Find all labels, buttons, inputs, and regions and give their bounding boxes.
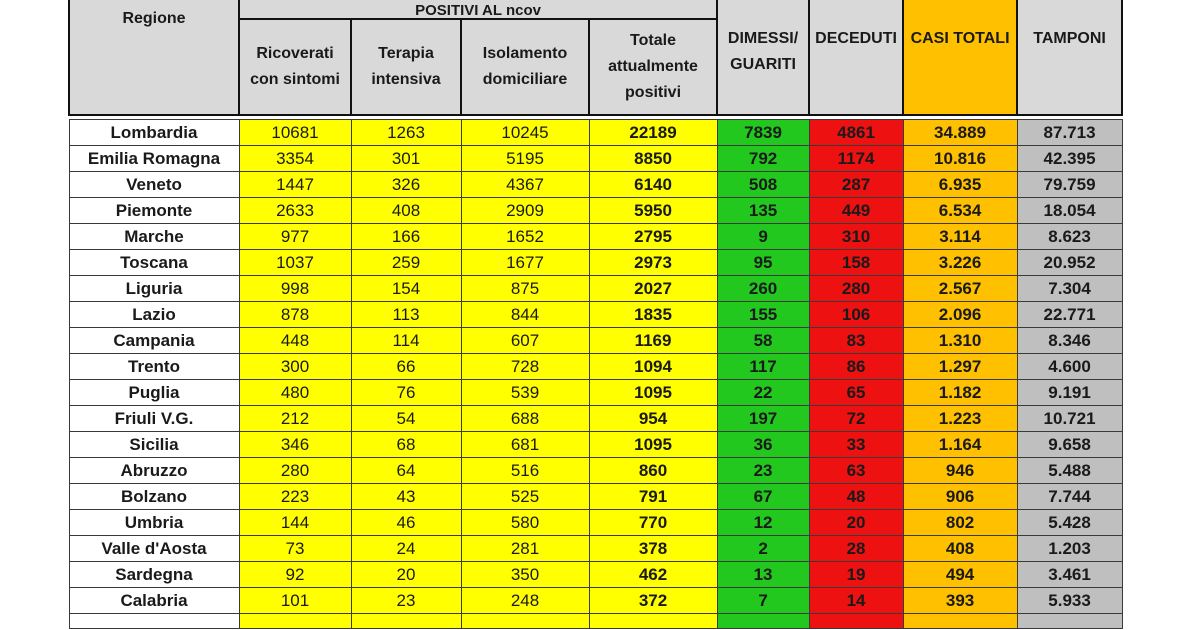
table-row bbox=[69, 120, 1122, 146]
table-row bbox=[69, 536, 1122, 562]
cell-tamponi: 5.428 bbox=[1017, 510, 1122, 536]
cell-isolamento: 1652 bbox=[461, 224, 589, 250]
cell-isolamento: 10245 bbox=[461, 120, 589, 146]
cell-ricoverati: 3354 bbox=[239, 146, 351, 172]
cell-ricoverati: 878 bbox=[239, 302, 351, 328]
cell-isolamento: 1677 bbox=[461, 250, 589, 276]
cell-casi-totali: 6.534 bbox=[903, 198, 1017, 224]
table-row bbox=[69, 458, 1122, 484]
cell-deceduti: 63 bbox=[809, 458, 903, 484]
header-isolamento: Isolamento domiciliare bbox=[461, 19, 589, 115]
cell-ricoverati: 212 bbox=[239, 406, 351, 432]
cell-isolamento: 607 bbox=[461, 328, 589, 354]
cell-tamponi: 7.744 bbox=[1017, 484, 1122, 510]
cell-totale-positivi: 1094 bbox=[589, 354, 717, 380]
cell-totale-positivi: 1835 bbox=[589, 302, 717, 328]
cell-casi-totali: 1.164 bbox=[903, 432, 1017, 458]
cell-terapia-intensiva: 154 bbox=[351, 276, 461, 302]
table-row bbox=[69, 354, 1122, 380]
cell-isolamento: 248 bbox=[461, 588, 589, 614]
cell-dimessi-guariti: 7 bbox=[717, 588, 809, 614]
header-dimessi-guariti: DIMESSI/ GUARITI bbox=[717, 0, 809, 115]
cell-isolamento: 4367 bbox=[461, 172, 589, 198]
cell-deceduti: 1174 bbox=[809, 146, 903, 172]
cell-regione: Sicilia bbox=[69, 432, 239, 458]
cell-deceduti: 449 bbox=[809, 198, 903, 224]
cell-ricoverati: 998 bbox=[239, 276, 351, 302]
cell-dimessi-guariti: 155 bbox=[717, 302, 809, 328]
cell-terapia-intensiva: 301 bbox=[351, 146, 461, 172]
cell-dimessi-guariti: 197 bbox=[717, 406, 809, 432]
covid-regional-table-sheet bbox=[68, 0, 1121, 629]
cell-casi-totali: 3.114 bbox=[903, 224, 1017, 250]
cell-dimessi-guariti: 67 bbox=[717, 484, 809, 510]
cell-tamponi: 20.952 bbox=[1017, 250, 1122, 276]
cell-casi-totali: 393 bbox=[903, 588, 1017, 614]
cell-isolamento: 5195 bbox=[461, 146, 589, 172]
cell-ricoverati: 977 bbox=[239, 224, 351, 250]
cell-tamponi: 7.304 bbox=[1017, 276, 1122, 302]
cell-casi-totali: 6.935 bbox=[903, 172, 1017, 198]
table-row bbox=[69, 510, 1122, 536]
cell-tamponi: 42.395 bbox=[1017, 146, 1122, 172]
cell-tamponi: 3.461 bbox=[1017, 562, 1122, 588]
cell-regione: Lazio bbox=[69, 302, 239, 328]
cell-casi-totali: 34.889 bbox=[903, 120, 1017, 146]
cell-deceduti: 83 bbox=[809, 328, 903, 354]
table-row bbox=[69, 172, 1122, 198]
cell-deceduti: 158 bbox=[809, 250, 903, 276]
cell-totale-positivi: 2973 bbox=[589, 250, 717, 276]
cell-regione: Bolzano bbox=[69, 484, 239, 510]
table-row bbox=[69, 276, 1122, 302]
cell-totale-positivi: 1095 bbox=[589, 432, 717, 458]
cell-dimessi-guariti: 117 bbox=[717, 354, 809, 380]
cell-totale-positivi: 954 bbox=[589, 406, 717, 432]
cell-terapia-intensiva: 166 bbox=[351, 224, 461, 250]
cell-deceduti: 19 bbox=[809, 562, 903, 588]
cell-isolamento: 516 bbox=[461, 458, 589, 484]
cell-terapia-intensiva: 408 bbox=[351, 198, 461, 224]
cell-deceduti: 280 bbox=[809, 276, 903, 302]
cell-totale-positivi: 8850 bbox=[589, 146, 717, 172]
cell-tamponi: 10.721 bbox=[1017, 406, 1122, 432]
cell-regione: Sardegna bbox=[69, 562, 239, 588]
cell-regione: Valle d'Aosta bbox=[69, 536, 239, 562]
cell-dimessi-guariti: 12 bbox=[717, 510, 809, 536]
cell-terapia-intensiva: 46 bbox=[351, 510, 461, 536]
cell-deceduti: 33 bbox=[809, 432, 903, 458]
cell-casi-totali: 802 bbox=[903, 510, 1017, 536]
cell-isolamento: 844 bbox=[461, 302, 589, 328]
cell-tamponi: 4.600 bbox=[1017, 354, 1122, 380]
cell-regione bbox=[69, 614, 239, 629]
cell-terapia-intensiva: 54 bbox=[351, 406, 461, 432]
cell-dimessi-guariti: 2 bbox=[717, 536, 809, 562]
table-row bbox=[69, 328, 1122, 354]
cell-terapia-intensiva: 20 bbox=[351, 562, 461, 588]
cell-isolamento: 875 bbox=[461, 276, 589, 302]
cell-tamponi: 5.488 bbox=[1017, 458, 1122, 484]
cell-terapia-intensiva: 76 bbox=[351, 380, 461, 406]
cell-isolamento: 580 bbox=[461, 510, 589, 536]
cell-ricoverati: 1447 bbox=[239, 172, 351, 198]
cell-dimessi-guariti: 58 bbox=[717, 328, 809, 354]
cell-dimessi-guariti: 9 bbox=[717, 224, 809, 250]
cell-regione: Puglia bbox=[69, 380, 239, 406]
cell-dimessi-guariti: 792 bbox=[717, 146, 809, 172]
cell-dimessi-guariti: 13 bbox=[717, 562, 809, 588]
cell-dimessi-guariti bbox=[717, 614, 809, 629]
cell-isolamento bbox=[461, 614, 589, 629]
table-row bbox=[69, 484, 1122, 510]
cell-dimessi-guariti: 95 bbox=[717, 250, 809, 276]
cell-tamponi: 79.759 bbox=[1017, 172, 1122, 198]
cell-ricoverati: 480 bbox=[239, 380, 351, 406]
cell-dimessi-guariti: 22 bbox=[717, 380, 809, 406]
cell-tamponi: 5.933 bbox=[1017, 588, 1122, 614]
cell-deceduti: 65 bbox=[809, 380, 903, 406]
cell-regione: Abruzzo bbox=[69, 458, 239, 484]
cell-isolamento: 681 bbox=[461, 432, 589, 458]
table-row bbox=[69, 432, 1122, 458]
header-casi-totali: CASI TOTALI bbox=[903, 0, 1017, 115]
cell-deceduti: 14 bbox=[809, 588, 903, 614]
cell-ricoverati: 280 bbox=[239, 458, 351, 484]
table-body bbox=[69, 120, 1122, 629]
cell-isolamento: 2909 bbox=[461, 198, 589, 224]
cell-totale-positivi: 462 bbox=[589, 562, 717, 588]
cell-regione: Umbria bbox=[69, 510, 239, 536]
cell-totale-positivi: 1169 bbox=[589, 328, 717, 354]
cell-casi-totali: 3.226 bbox=[903, 250, 1017, 276]
header-positivi-group: POSITIVI AL ncov bbox=[239, 0, 717, 19]
cell-tamponi: 8.346 bbox=[1017, 328, 1122, 354]
cell-regione: Veneto bbox=[69, 172, 239, 198]
cell-terapia-intensiva: 68 bbox=[351, 432, 461, 458]
cell-ricoverati: 92 bbox=[239, 562, 351, 588]
cell-terapia-intensiva: 259 bbox=[351, 250, 461, 276]
cell-isolamento: 525 bbox=[461, 484, 589, 510]
table-row bbox=[69, 406, 1122, 432]
regional-data-table bbox=[68, 0, 1123, 629]
cell-tamponi: 8.623 bbox=[1017, 224, 1122, 250]
cell-totale-positivi: 5950 bbox=[589, 198, 717, 224]
cell-totale-positivi: 791 bbox=[589, 484, 717, 510]
cell-terapia-intensiva: 1263 bbox=[351, 120, 461, 146]
cell-regione: Liguria bbox=[69, 276, 239, 302]
cell-deceduti: 86 bbox=[809, 354, 903, 380]
header-ricoverati: Ricoverati con sintomi bbox=[239, 19, 351, 115]
cell-regione: Trento bbox=[69, 354, 239, 380]
cell-casi-totali: 494 bbox=[903, 562, 1017, 588]
header-totale-positivi: Totale attualmente positivi bbox=[589, 19, 717, 115]
cell-tamponi: 9.191 bbox=[1017, 380, 1122, 406]
cell-tamponi: 18.054 bbox=[1017, 198, 1122, 224]
cell-deceduti bbox=[809, 614, 903, 629]
header-tamponi: TAMPONI bbox=[1017, 0, 1122, 115]
cell-isolamento: 688 bbox=[461, 406, 589, 432]
cell-regione: Friuli V.G. bbox=[69, 406, 239, 432]
cell-casi-totali: 1.223 bbox=[903, 406, 1017, 432]
cell-regione: Calabria bbox=[69, 588, 239, 614]
cell-deceduti: 106 bbox=[809, 302, 903, 328]
cell-casi-totali bbox=[903, 614, 1017, 629]
cell-ricoverati bbox=[239, 614, 351, 629]
cell-dimessi-guariti: 23 bbox=[717, 458, 809, 484]
table-row bbox=[69, 302, 1122, 328]
cell-dimessi-guariti: 135 bbox=[717, 198, 809, 224]
cell-regione: Emilia Romagna bbox=[69, 146, 239, 172]
cell-tamponi bbox=[1017, 614, 1122, 629]
cell-ricoverati: 1037 bbox=[239, 250, 351, 276]
cell-isolamento: 350 bbox=[461, 562, 589, 588]
cell-regione: Toscana bbox=[69, 250, 239, 276]
cell-casi-totali: 946 bbox=[903, 458, 1017, 484]
cell-deceduti: 310 bbox=[809, 224, 903, 250]
cell-deceduti: 48 bbox=[809, 484, 903, 510]
cell-terapia-intensiva bbox=[351, 614, 461, 629]
cell-terapia-intensiva: 64 bbox=[351, 458, 461, 484]
table-row bbox=[69, 380, 1122, 406]
header-terapia-intensiva: Terapia intensiva bbox=[351, 19, 461, 115]
cell-tamponi: 9.658 bbox=[1017, 432, 1122, 458]
cell-totale-positivi: 378 bbox=[589, 536, 717, 562]
cell-ricoverati: 346 bbox=[239, 432, 351, 458]
table-row bbox=[69, 250, 1122, 276]
cell-tamponi: 87.713 bbox=[1017, 120, 1122, 146]
header-deceduti: DECEDUTI bbox=[809, 0, 903, 115]
cell-isolamento: 728 bbox=[461, 354, 589, 380]
cell-ricoverati: 101 bbox=[239, 588, 351, 614]
cell-casi-totali: 906 bbox=[903, 484, 1017, 510]
cell-casi-totali: 1.310 bbox=[903, 328, 1017, 354]
table-row bbox=[69, 198, 1122, 224]
cell-casi-totali: 1.182 bbox=[903, 380, 1017, 406]
cell-totale-positivi: 770 bbox=[589, 510, 717, 536]
cell-deceduti: 28 bbox=[809, 536, 903, 562]
table-row bbox=[69, 224, 1122, 250]
header-regione: Regione bbox=[69, 0, 239, 115]
cell-dimessi-guariti: 36 bbox=[717, 432, 809, 458]
table-row bbox=[69, 588, 1122, 614]
table-row bbox=[69, 146, 1122, 172]
cell-casi-totali: 2.096 bbox=[903, 302, 1017, 328]
cell-totale-positivi: 2795 bbox=[589, 224, 717, 250]
cell-ricoverati: 2633 bbox=[239, 198, 351, 224]
cell-deceduti: 287 bbox=[809, 172, 903, 198]
cell-regione: Marche bbox=[69, 224, 239, 250]
cell-deceduti: 4861 bbox=[809, 120, 903, 146]
cell-casi-totali: 2.567 bbox=[903, 276, 1017, 302]
cell-totale-positivi: 1095 bbox=[589, 380, 717, 406]
cell-ricoverati: 300 bbox=[239, 354, 351, 380]
cell-terapia-intensiva: 113 bbox=[351, 302, 461, 328]
cell-terapia-intensiva: 24 bbox=[351, 536, 461, 562]
cell-casi-totali: 1.297 bbox=[903, 354, 1017, 380]
cell-totale-positivi: 860 bbox=[589, 458, 717, 484]
table-row bbox=[69, 562, 1122, 588]
cell-isolamento: 539 bbox=[461, 380, 589, 406]
cell-ricoverati: 73 bbox=[239, 536, 351, 562]
cell-totale-positivi: 22189 bbox=[589, 120, 717, 146]
cell-ricoverati: 144 bbox=[239, 510, 351, 536]
cell-totale-positivi: 6140 bbox=[589, 172, 717, 198]
cell-tamponi: 1.203 bbox=[1017, 536, 1122, 562]
cell-ricoverati: 448 bbox=[239, 328, 351, 354]
cell-totale-positivi bbox=[589, 614, 717, 629]
cell-casi-totali: 10.816 bbox=[903, 146, 1017, 172]
cell-dimessi-guariti: 7839 bbox=[717, 120, 809, 146]
cell-terapia-intensiva: 66 bbox=[351, 354, 461, 380]
cell-regione: Campania bbox=[69, 328, 239, 354]
cell-deceduti: 72 bbox=[809, 406, 903, 432]
cell-terapia-intensiva: 23 bbox=[351, 588, 461, 614]
cell-deceduti: 20 bbox=[809, 510, 903, 536]
cell-totale-positivi: 2027 bbox=[589, 276, 717, 302]
cell-ricoverati: 10681 bbox=[239, 120, 351, 146]
cell-ricoverati: 223 bbox=[239, 484, 351, 510]
cell-terapia-intensiva: 326 bbox=[351, 172, 461, 198]
cell-casi-totali: 408 bbox=[903, 536, 1017, 562]
table-row-cut-off bbox=[69, 614, 1122, 629]
cell-regione: Lombardia bbox=[69, 120, 239, 146]
cell-terapia-intensiva: 43 bbox=[351, 484, 461, 510]
cell-regione: Piemonte bbox=[69, 198, 239, 224]
cell-totale-positivi: 372 bbox=[589, 588, 717, 614]
cell-dimessi-guariti: 508 bbox=[717, 172, 809, 198]
cell-dimessi-guariti: 260 bbox=[717, 276, 809, 302]
cell-isolamento: 281 bbox=[461, 536, 589, 562]
cell-tamponi: 22.771 bbox=[1017, 302, 1122, 328]
cell-terapia-intensiva: 114 bbox=[351, 328, 461, 354]
